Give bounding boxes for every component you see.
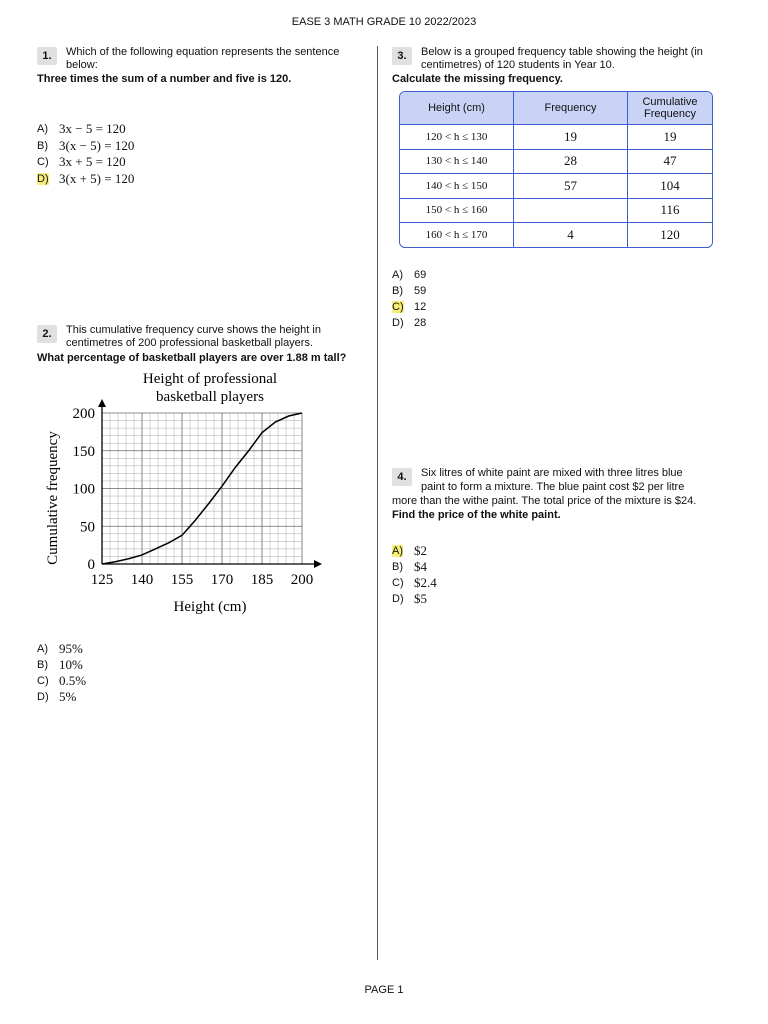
question-4-options xyxy=(392,543,437,607)
option-text: 69 xyxy=(414,269,427,281)
table-cell: 160 < h ≤ 170 xyxy=(400,223,514,247)
option-text: $4 xyxy=(414,559,427,574)
option-b[interactable] xyxy=(37,138,134,155)
y-tick-label: 50 xyxy=(80,519,95,536)
option-text: 5% xyxy=(59,689,77,704)
table-cell: 104 xyxy=(628,174,712,199)
question-1-prompt: Three times the sum of a number and five is 120. xyxy=(37,73,292,85)
x-tick-label: 185 xyxy=(250,572,274,588)
chart-grid xyxy=(102,413,302,564)
x-tick-label: 140 xyxy=(130,572,154,588)
table-cell: 19 xyxy=(628,125,712,150)
x-tick-label: 170 xyxy=(210,572,234,588)
option-letter: B) xyxy=(392,561,403,573)
option-d[interactable] xyxy=(37,689,86,705)
column-header: Height (cm) xyxy=(400,92,514,125)
option-letter: A) xyxy=(37,123,48,136)
option-letter: A) xyxy=(37,643,48,655)
x-tick-label: 200 xyxy=(290,572,314,588)
table-row xyxy=(400,199,712,224)
table-row xyxy=(400,223,712,247)
question-3-prompt: Calculate the missing frequency. xyxy=(392,73,563,85)
option-letter: D) xyxy=(392,317,404,329)
chart-ticks xyxy=(73,406,314,588)
option-letter: C) xyxy=(37,156,49,169)
table-cell: 47 xyxy=(628,150,712,175)
option-c[interactable] xyxy=(37,673,86,689)
table-cell: 130 < h ≤ 140 xyxy=(400,150,514,175)
question-4-prompt: Find the price of the white paint. xyxy=(392,509,561,521)
x-axis-arrow xyxy=(314,560,322,568)
option-text: 3(x − 5) = 120 xyxy=(59,137,135,153)
table-cell: 120 < h ≤ 130 xyxy=(400,125,514,150)
chart-title-line-1: Height of professional xyxy=(142,371,278,387)
column-header: Frequency xyxy=(514,92,628,125)
option-letter: B) xyxy=(392,285,403,297)
question-3-options xyxy=(392,267,426,331)
option-letter: D) xyxy=(392,593,404,605)
question-1-text: Which of the following equation represents the sentence below: xyxy=(66,46,340,71)
table-cell: 116 xyxy=(628,199,712,224)
option-text: 95% xyxy=(59,641,83,656)
option-letter: C) xyxy=(392,577,404,589)
option-letter-highlighted: A) xyxy=(392,545,403,557)
option-text: $5 xyxy=(414,591,427,606)
question-1-options xyxy=(37,121,134,187)
option-a[interactable] xyxy=(392,543,437,559)
frequency-table xyxy=(399,91,713,248)
page-footer: PAGE 1 xyxy=(364,984,404,996)
page-header: EASE 3 MATH GRADE 10 2022/2023 xyxy=(291,16,477,28)
y-axis-arrow xyxy=(98,399,106,407)
table-cell: 57 xyxy=(514,174,628,199)
option-letter: A) xyxy=(392,269,403,281)
column-divider xyxy=(377,46,378,960)
question-2-text: This cumulative frequency curve shows the height in centimetres of 200 professional basketball players. xyxy=(66,324,321,349)
table-cell: 140 < h ≤ 150 xyxy=(400,174,514,199)
question-2-options xyxy=(37,641,86,705)
table-cell: 28 xyxy=(514,150,628,175)
option-a[interactable] xyxy=(392,267,426,283)
question-4-text-line-3: more than the withe paint. The total price of the mixture is $24. xyxy=(392,495,697,507)
option-text: 12 xyxy=(414,301,427,313)
option-letter-highlighted: D) xyxy=(37,172,49,185)
option-text: 10% xyxy=(59,657,83,672)
question-4-text-line-1: Six litres of white paint are mixed with three litres blue xyxy=(421,467,683,479)
option-text: 3x − 5 = 120 xyxy=(59,121,126,137)
option-text: $2.4 xyxy=(414,575,437,590)
question-4-text-line-2: paint to form a mixture. The blue paint cost $2 per litre xyxy=(421,481,685,493)
table-cell: 19 xyxy=(514,125,628,150)
question-3-text: Below is a grouped frequency table showing the height (in centimetres) of 120 students in Year 10. xyxy=(421,46,703,71)
table-header-row xyxy=(400,92,712,125)
option-text: 28 xyxy=(414,317,427,329)
table-cell: 150 < h ≤ 160 xyxy=(400,199,514,224)
option-c[interactable] xyxy=(392,299,426,315)
y-tick-label: 100 xyxy=(72,481,95,498)
chart-title-line-2: basketball players xyxy=(156,389,264,405)
chart-x-axis-label: Height (cm) xyxy=(173,599,247,615)
option-text: 0.5% xyxy=(59,673,87,688)
option-letter: B) xyxy=(37,659,48,671)
table-row xyxy=(400,150,712,175)
option-b[interactable] xyxy=(392,283,426,299)
x-tick-label: 155 xyxy=(170,572,194,588)
option-d[interactable] xyxy=(37,171,134,188)
question-1-number: 1. xyxy=(37,47,57,65)
question-2-number: 2. xyxy=(37,325,57,343)
x-tick-label: 125 xyxy=(90,572,114,588)
chart-y-axis-label: Cumulative frequency xyxy=(45,431,61,565)
y-tick-label: 200 xyxy=(72,406,95,422)
option-text: 3(x + 5) = 120 xyxy=(59,170,135,186)
chart-axes xyxy=(98,399,322,568)
question-4-number: 4. xyxy=(392,468,412,486)
table-row xyxy=(400,125,712,150)
table-cell-empty xyxy=(514,199,628,224)
option-d[interactable] xyxy=(392,591,437,607)
option-text: $2 xyxy=(414,543,427,558)
option-b[interactable] xyxy=(37,657,86,673)
question-3-number: 3. xyxy=(392,47,412,65)
option-a[interactable] xyxy=(37,121,134,138)
y-tick-label: 0 xyxy=(87,557,95,573)
option-d[interactable] xyxy=(392,315,426,331)
option-letter: C) xyxy=(37,675,49,687)
option-c[interactable] xyxy=(37,154,134,171)
column-header: Cumulative Frequency xyxy=(628,92,712,125)
option-b[interactable] xyxy=(392,559,437,575)
option-a[interactable] xyxy=(37,641,86,657)
option-letter: B) xyxy=(37,139,48,152)
question-2-prompt: What percentage of basketball players are over 1.88 m tall? xyxy=(37,352,347,364)
table-cell: 4 xyxy=(514,223,628,247)
table-row xyxy=(400,174,712,199)
y-tick-label: 150 xyxy=(72,443,95,460)
option-text: 59 xyxy=(414,285,427,297)
option-letter: D) xyxy=(37,691,49,703)
option-letter-highlighted: C) xyxy=(392,301,404,313)
option-text: 3x + 5 = 120 xyxy=(59,154,126,170)
table-cell: 120 xyxy=(660,226,680,242)
option-c[interactable] xyxy=(392,575,437,591)
cumulative-frequency-chart xyxy=(40,365,330,625)
